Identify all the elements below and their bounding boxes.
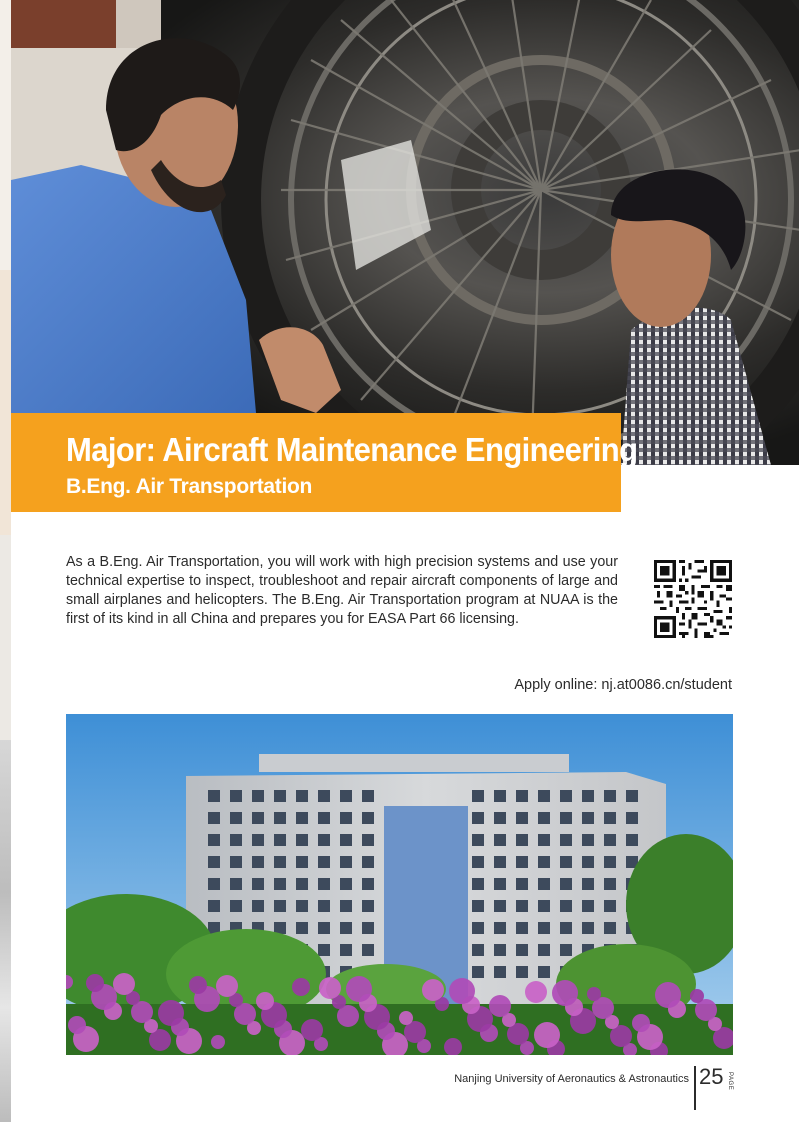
page-number: 25 xyxy=(699,1064,724,1089)
apply-online-link[interactable]: Apply online: nj.at0086.cn/student xyxy=(514,677,732,693)
footer-divider xyxy=(694,1066,696,1110)
major-title: Major: Aircraft Maintenance Engineering xyxy=(66,431,638,469)
page-edge-strip xyxy=(0,0,11,1122)
program-description: As a B.Eng. Air Transportation, you will work with high precision systems and use your technical expertise to inspect, troubleshoot and repair aircraft components of large and small airplanes and helicopters. The B.Eng. Air Transportation program at NUAA is the first of its kind in all China and prepares you for EASA Part 66 licensing. xyxy=(66,554,618,627)
degree-subtitle: B.Eng. Air Transportation xyxy=(66,475,313,498)
title-banner xyxy=(11,413,638,512)
hero-photo xyxy=(11,0,799,465)
qr-code-icon[interactable] xyxy=(654,560,732,638)
page-label: PAGE xyxy=(727,1072,733,1091)
footer-university-name: Nanjing University of Aeronautics & Astronautics xyxy=(454,1073,689,1085)
building-photo xyxy=(66,714,733,1055)
